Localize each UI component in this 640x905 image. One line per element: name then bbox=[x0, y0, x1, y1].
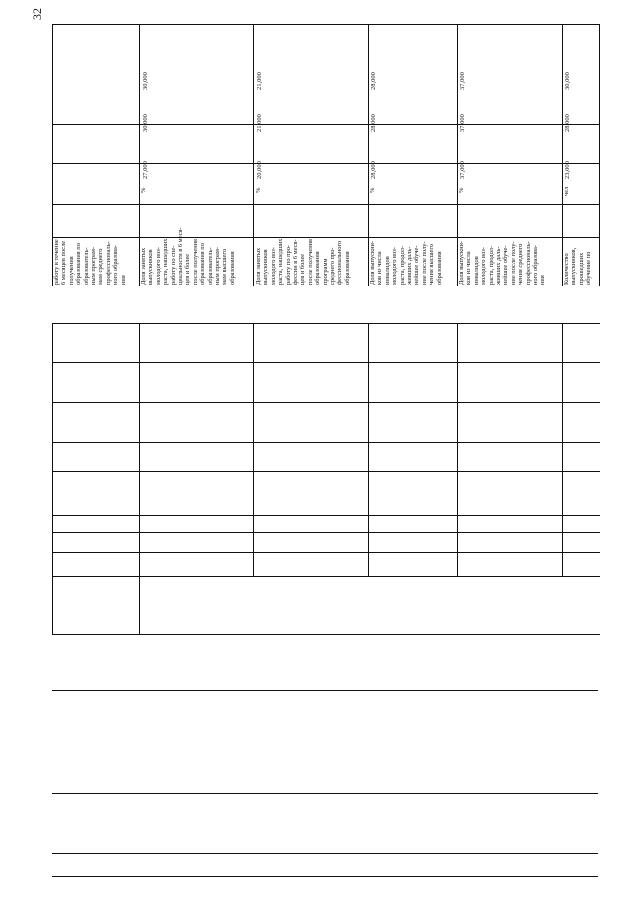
indicator-value: 30,000 bbox=[142, 114, 149, 132]
unit-label: % bbox=[369, 187, 376, 193]
indicator-value: 28,000 bbox=[370, 72, 377, 90]
indicator-description: Доля выпускни- ков из числа инвалидов молодого воз- раста, продол- живших даль- нейшее обуче- ние после полу- чения высшего образования bbox=[369, 240, 443, 285]
table-row-divider bbox=[52, 204, 600, 205]
table-column-divider bbox=[562, 323, 563, 576]
indicator-value: 37,000 bbox=[459, 72, 466, 90]
blank-line bbox=[52, 690, 598, 691]
indicator-description: Количество выпускников, прошедших обучение по bbox=[563, 247, 593, 285]
page-number: 32 bbox=[30, 8, 44, 20]
indicator-value: 28,000 bbox=[370, 114, 377, 132]
table-row-divider bbox=[52, 576, 600, 577]
table-row-divider bbox=[52, 515, 600, 516]
table-row-divider bbox=[52, 124, 600, 125]
table-column-divider bbox=[368, 323, 369, 576]
unit-label: % bbox=[255, 187, 262, 193]
indicator-value: 28,000 bbox=[564, 114, 571, 132]
empty-table bbox=[52, 323, 600, 635]
table-row-divider bbox=[52, 552, 600, 553]
table-border-right bbox=[599, 24, 600, 286]
table-border-top bbox=[52, 24, 600, 25]
indicator-value: 37,000 bbox=[459, 161, 466, 179]
table-border-top bbox=[52, 323, 600, 324]
table-column-divider bbox=[139, 323, 140, 635]
table-row-divider bbox=[52, 442, 600, 443]
indicator-value: 20,000 bbox=[256, 161, 263, 179]
rotated-data-table bbox=[52, 24, 600, 286]
table-row-divider bbox=[52, 163, 600, 164]
table-row-divider bbox=[52, 532, 600, 533]
indicator-value: 28,000 bbox=[370, 161, 377, 179]
indicator-value: 27,000 bbox=[142, 161, 149, 179]
blank-line bbox=[52, 876, 598, 877]
indicator-value: 30,000 bbox=[564, 72, 571, 90]
table-row-divider bbox=[52, 362, 600, 363]
table-row-divider bbox=[52, 471, 600, 472]
indicator-value: 30,000 bbox=[142, 72, 149, 90]
indicator-description: Доля занятых выпускников молодого воз- раста, нашедших работу по про- фессии в 6 меся- цев и более после получения образования программ среднего про- фессионального образования bbox=[255, 238, 351, 285]
unit-label: % bbox=[140, 187, 147, 193]
indicator-value: 21,000 bbox=[256, 72, 263, 90]
table-border-bottom bbox=[52, 634, 600, 635]
indicator-value: 21,000 bbox=[256, 114, 263, 132]
table-column-divider bbox=[253, 24, 254, 286]
indicator-description: Доля выпускни- ков из числа инвалидов молодого воз- раста, продол- живших даль- нейшее обуче- ние после полу- чения среднего профессиональ- ного образова- ния bbox=[458, 240, 547, 285]
indicator-value: 37,000 bbox=[459, 114, 466, 132]
blank-line bbox=[52, 853, 598, 854]
blank-line bbox=[52, 793, 598, 794]
indicator-description: работу в течение 6 месяцев после получения образования по образователь- ным програм- мам среднего профессиональ- ного образова- ния bbox=[53, 239, 127, 285]
table-border-left bbox=[52, 323, 53, 635]
unit-label: % bbox=[458, 187, 465, 193]
table-row-divider bbox=[52, 402, 600, 403]
table-column-divider bbox=[253, 323, 254, 576]
indicator-value: 23,000 bbox=[564, 161, 571, 179]
table-column-divider bbox=[457, 323, 458, 576]
indicator-description: Доля занятых выпускников молодого воз- раста, нашедших работу по спе- циальности в 6 меся- цев и более после получения образования по образователь- ным програм- мам высшего образования bbox=[140, 227, 236, 285]
unit-label: чел bbox=[563, 186, 570, 196]
